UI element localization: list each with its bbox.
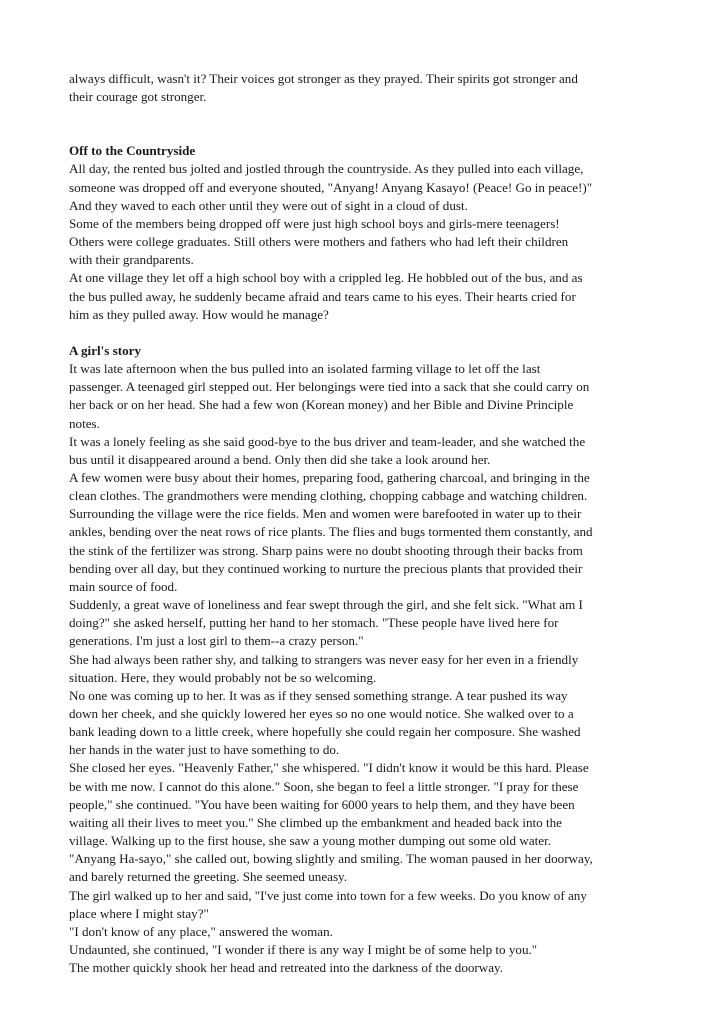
text-line: doing?" she asked herself, putting her hand to her stomach. "These people have lived here for (69, 615, 559, 631)
section-heading-countryside: Off to the Countryside (69, 143, 196, 159)
section-gap (69, 106, 674, 142)
intro-paragraph (69, 70, 674, 106)
text-line: At one village they let off a high school boy with a crippled leg. He hobbled out of the bus, and as (69, 270, 583, 286)
text-line: situation. Here, they would probably not be so welcoming. (69, 669, 377, 685)
text-line: ankles, bending over the neat rows of rice plants. The flies and bugs tormented them constantly, and (69, 524, 593, 540)
text-line: place where I might stay?" (69, 905, 209, 921)
text-line: bank leading down to a little creek, where hopefully she could regain her composure. She washed (69, 724, 581, 740)
text-line: down her cheek, and she quickly lowered her eyes so no one would notice. She walked over to a (69, 706, 574, 721)
text-line: Some of the members being dropped off were just high school boys and girls-mere teenagers! (69, 215, 560, 231)
text-line: The mother quickly shook her head and retreated into the darkness of the doorway. (69, 960, 504, 976)
text-line: It was late afternoon when the bus pulled into an isolated farming village to let off the last (69, 361, 541, 377)
text-line: bending over all day, but they continued working to nurture the precious plants that provided their (69, 560, 583, 576)
text-line: their courage got stronger. (69, 89, 207, 105)
text-line: him as they pulled away. How would he manage? (69, 306, 329, 322)
text-line: waiting all their lives to meet you." She climbed up the embankment and headed back into the (69, 814, 562, 830)
text-line: The girl walked up to her and said, "I've just come into town for a few weeks. Do you know of any (69, 887, 587, 903)
text-line: main source of food. (69, 578, 178, 594)
text-line: people," she continued. "You have been waiting for 6000 years to help them, and they have been (69, 796, 575, 812)
text-line: Others were college graduates. Still others were mothers and fathers who had left their children (69, 234, 569, 250)
text-line: She had always been rather shy, and talking to strangers was never easy for her even in a friendly (69, 651, 579, 667)
text-line: And they waved to each other until they were out of sight in a cloud of dust. (69, 197, 468, 213)
text-line: and barely returned the greeting. She seemed uneasy. (69, 869, 348, 885)
section-heading-girls-story: A girl's story (69, 342, 142, 358)
text-line: someone was dropped off and everyone shouted, "Anyang! Anyang Kasayo! (Peace! Go in peace!)" (69, 179, 593, 195)
section-body-girls-story (69, 360, 674, 977)
section-gap (69, 324, 674, 342)
text-line: She closed her eyes. "Heavenly Father," she whispered. "I didn't know it would be this hard. Please (69, 760, 589, 776)
text-line: It was a lonely feeling as she said good-bye to the bus driver and team-leader, and she watched the (69, 433, 586, 449)
text-line: A few women were busy about their homes, preparing food, gathering charcoal, and bringing in the (69, 469, 590, 485)
section-body-countryside (69, 160, 674, 323)
text-line: bus until it disappeared around a bend. Only then did she take a look around her. (69, 451, 491, 467)
text-line: No one was coming up to her. It was as if they sensed something strange. A tear pushed its way (69, 687, 568, 703)
text-line: "I don't know of any place," answered the woman. (69, 923, 333, 939)
text-line: Undaunted, she continued, "I wonder if there is any way I might be of some help to you." (69, 942, 538, 958)
text-line: her back or on her head. She had a few won (Korean money) and her Bible and Divine Principle (69, 397, 574, 413)
text-line: Suddenly, a great wave of loneliness and fear swept through the girl, and she felt sick. "What am I (69, 597, 583, 613)
text-line: village. Walking up to the first house, she saw a young mother dumping out some old water. (69, 833, 552, 849)
text-line: with their grandparents. (69, 252, 194, 268)
text-line: the bus pulled away, he suddenly became afraid and tears came to his eyes. Their hearts cried for (69, 288, 576, 304)
text-line: always difficult, wasn't it? Their voices got stronger as they prayed. Their spirits got stronger and (69, 71, 578, 86)
text-line: "Anyang Ha-sayo," she called out, bowing slightly and smiling. The woman paused in her doorway, (69, 851, 593, 867)
text-line: notes. (69, 415, 100, 431)
text-line: her hands in the water just to have something to do. (69, 742, 340, 758)
text-line: passenger. A teenaged girl stepped out. Her belongings were tied into a sack that she could carry on (69, 379, 590, 395)
text-line: be with me now. I cannot do this alone." Soon, she began to feel a little stronger. "I pray for these (69, 778, 579, 794)
text-line: the stink of the fertilizer was strong. Sharp pains were no doubt shooting through their backs from (69, 542, 583, 558)
text-line: Surrounding the village were the rice fields. Men and women were barefooted in water up to their (69, 506, 582, 522)
text-line: All day, the rented bus jolted and jostled through the countryside. As they pulled into each village, (69, 161, 584, 177)
text-line: generations. I'm just a lost girl to them--a crazy person." (69, 633, 364, 649)
text-line: clean clothes. The grandmothers were mending clothing, chopping cabbage and watching children. (69, 488, 588, 504)
